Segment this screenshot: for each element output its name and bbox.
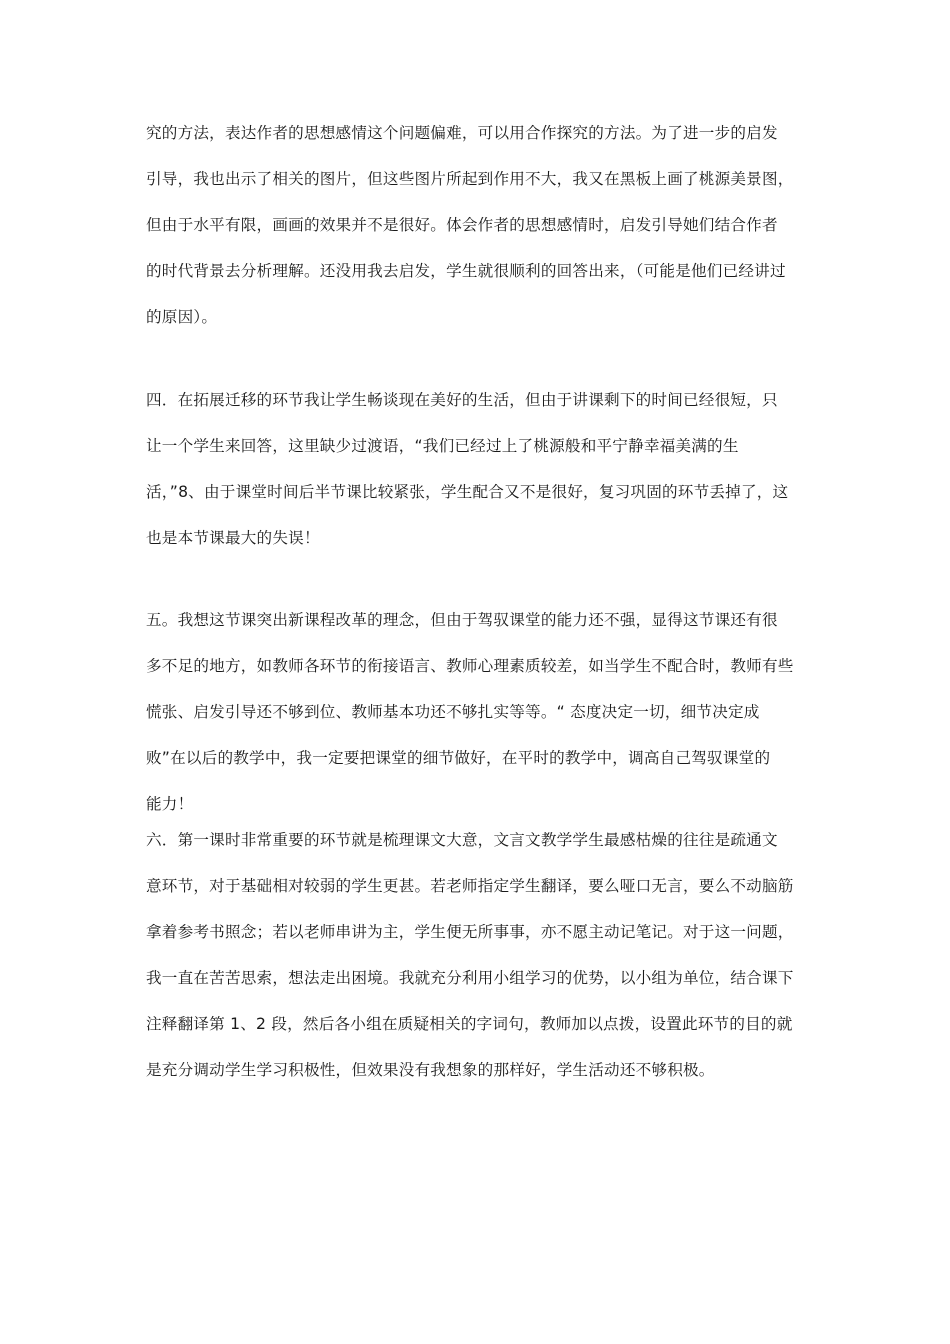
text-line: 慌张、启发引导还不够到位、教师基本功还不够扎实等等。“ 态度决定一切，细节决定成 [146, 703, 760, 721]
text-line: 的时代背景去分析理解。还没用我去启发，学生就很顺利的回答出来，（可能是他们已经讲过 [146, 262, 786, 280]
text-line: 的原因）。 [146, 308, 218, 326]
text-line: 引导，我也出示了相关的图片，但这些图片所起到作用不大，我又在黑板上画了桃源美景图， [146, 170, 794, 188]
text-line: 究的方法，表达作者的思想感情这个问题偏难，可以用合作探究的方法。为了进一步的启发 [146, 124, 778, 142]
text-line: 四．在拓展迁移的环节我让学生畅谈现在美好的生活，但由于讲课剩下的时间已经很短，只 [146, 391, 778, 409]
paragraph-section-five [146, 597, 811, 827]
text-line: 五。我想这节课突出新课程改革的理念，但由于驾驭课堂的能力还不强，显得这节课还有很 [146, 611, 778, 629]
text-line: 也是本节课最大的失误！ [146, 529, 320, 547]
text-line: 多不足的地方，如教师各环节的衔接语言、教师心理素质较差，如当学生不配合时，教师有些 [146, 657, 794, 675]
text-line: 败”在以后的教学中，我一定要把课堂的细节做好，在平时的教学中，调高自己驾驭课堂的 [146, 749, 771, 767]
text-line: 注释翻译第 1、2 段，然后各小组在质疑相关的字词句，教师加以点拨，设置此环节的目的就 [146, 1015, 793, 1033]
text-line: 是充分调动学生学习积极性，但效果没有我想象的那样好，学生活动还不够积极。 [146, 1061, 715, 1079]
text-line: 六．第一课时非常重要的环节就是梳理课文大意，文言文教学学生最感枯燥的往往是疏通文 [146, 831, 778, 849]
paragraph-method-reflection [146, 110, 811, 340]
paragraph-section-four [146, 377, 811, 561]
text-line: 让一个学生来回答，这里缺少过渡语，“我们已经过上了桃源般和平宁静幸福美满的生 [146, 437, 739, 455]
text-line: 意环节，对于基础相对较弱的学生更甚。若老师指定学生翻译，要么哑口无言，要么不动脑筋 [146, 877, 794, 895]
text-line: 能力！ [146, 795, 194, 813]
text-line: 我一直在苦苦思索，想法走出困境。我就充分利用小组学习的优势，以小组为单位，结合课下 [146, 969, 794, 987]
text-line: 活，”8、由于课堂时间后半节课比较紧张，学生配合又不是很好，复习巩固的环节丢掉了，这 [146, 483, 789, 501]
text-line: 拿着参考书照念；若以老师串讲为主，学生便无所事事，亦不愿主动记笔记。对于这一问题， [146, 923, 794, 941]
paragraph-section-six [146, 817, 811, 1093]
text-line: 但由于水平有限，画画的效果并不是很好。体会作者的思想感情时，启发引导她们结合作者 [146, 216, 778, 234]
